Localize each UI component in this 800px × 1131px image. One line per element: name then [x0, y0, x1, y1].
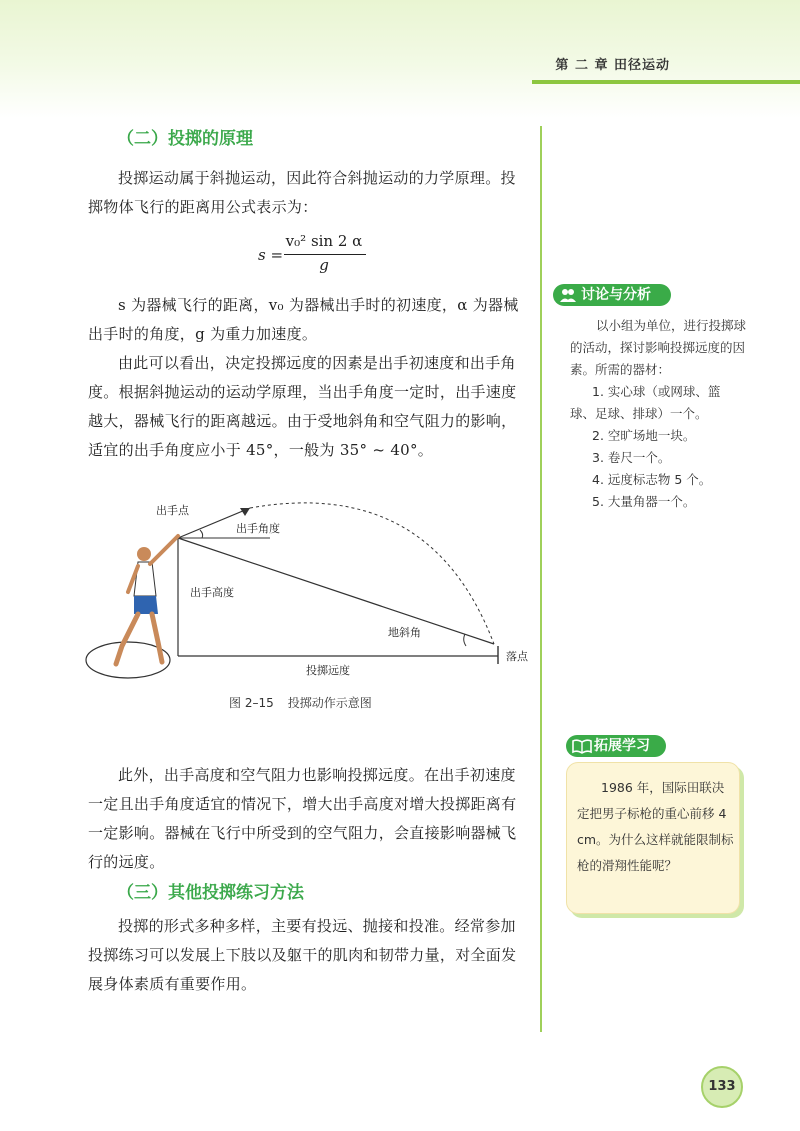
equipment-list: [570, 381, 752, 513]
discussion-intro: 以小组为单位，进行投掷球的活动，探讨影响投掷远度的因素。所需的器材：: [570, 318, 747, 377]
label-release-angle: 出手角度: [236, 522, 280, 535]
paragraph-methods: 投掷的形式多种多样，主要有投远、抛接和投准。经常参加投掷练习可以发展上下肢以及躯干的肌肉和韧带力量，对全面发展身体素质有重要作用。: [88, 917, 517, 993]
extension-tag: [566, 735, 666, 757]
extension-note-box: [566, 762, 740, 914]
label-release-height: 出手高度: [190, 586, 234, 599]
list-item: 1. 实心球（或网球、篮 球、足球、排球）一个。: [570, 384, 721, 421]
label-ground-angle: 地斜角: [388, 626, 421, 639]
list-item: 5. 大量角器一个。: [592, 494, 696, 509]
open-book-icon: [572, 737, 592, 755]
figure-caption: [229, 694, 386, 711]
list-item: 3. 卷尺一个。: [592, 450, 671, 465]
header-rule: [532, 80, 800, 84]
chapter-header: 第 二 章 田径运动: [555, 58, 670, 73]
list-item: 4. 远度标志物 5 个。: [592, 472, 712, 487]
discussion-tag-label: 讨论与分析: [581, 287, 651, 303]
ground-angle-arc: [464, 634, 466, 646]
page-number: 133: [701, 1066, 743, 1108]
label-landing-point: 落点: [506, 650, 528, 663]
section-heading-principle: （二）投掷的原理: [117, 129, 253, 149]
paragraph-intro: 投掷运动属于斜抛运动，因此符合斜抛运动的力学原理。投掷物体飞行的距离用公式表示为：: [88, 169, 516, 216]
caption-title: 投掷动作示意图: [287, 696, 372, 710]
header-band: [0, 0, 800, 118]
section-heading-methods: （三）其他投掷练习方法: [117, 883, 304, 903]
paragraph-factors: 由此可以看出，决定投掷远度的因素是出手初速度和出手角度。根据斜抛运动的运动学原理，当出手角度一定时，出手速度越大，器械飞行的距离越远。由于受地斜角和空气阻力的影响，适宜的出手角度应小于 45°，一般为 35° ~ 40°。: [88, 354, 517, 459]
formula-fraction-bar: [284, 254, 366, 255]
athlete-figure-icon: [116, 536, 178, 664]
discussion-tag: [553, 284, 671, 306]
column-divider: [540, 126, 542, 1032]
discussion-people-icon: [559, 286, 577, 304]
label-throw-distance: 投掷远度: [306, 664, 350, 677]
label-release-point: 出手点: [156, 504, 189, 517]
extension-tag-label: 拓展学习: [594, 738, 650, 754]
formula-numerator: v₀² sin 2 α: [285, 232, 363, 250]
flight-trajectory: [250, 503, 494, 644]
throw-diagram: [80, 496, 540, 688]
paragraph-height-air: 此外，出手高度和空气阻力也影响投掷远度。在出手初速度一定且出手角度适宜的情况下，增大出手高度对增大投掷距离有一定影响。器械在飞行中所受到的空气阻力，会直接影响器械飞行的远度。: [88, 766, 517, 871]
formula-denominator: g: [319, 256, 329, 274]
formula-lhs: s =: [258, 246, 284, 264]
list-item: 2. 空旷场地一块。: [592, 428, 696, 443]
caption-number: 图 2–15: [229, 696, 274, 710]
extension-note: 1986 年，国际田联决定把男子标枪的重心前移 4 cm。为什么这样就能限制标枪的滑翔性能呢？: [577, 780, 734, 873]
release-angle-arc: [200, 530, 203, 538]
paragraph-variables: s 为器械飞行的距离，v₀ 为器械出手时的初速度，α 为器械出手时的角度，g 为重力加速度。: [88, 296, 519, 343]
